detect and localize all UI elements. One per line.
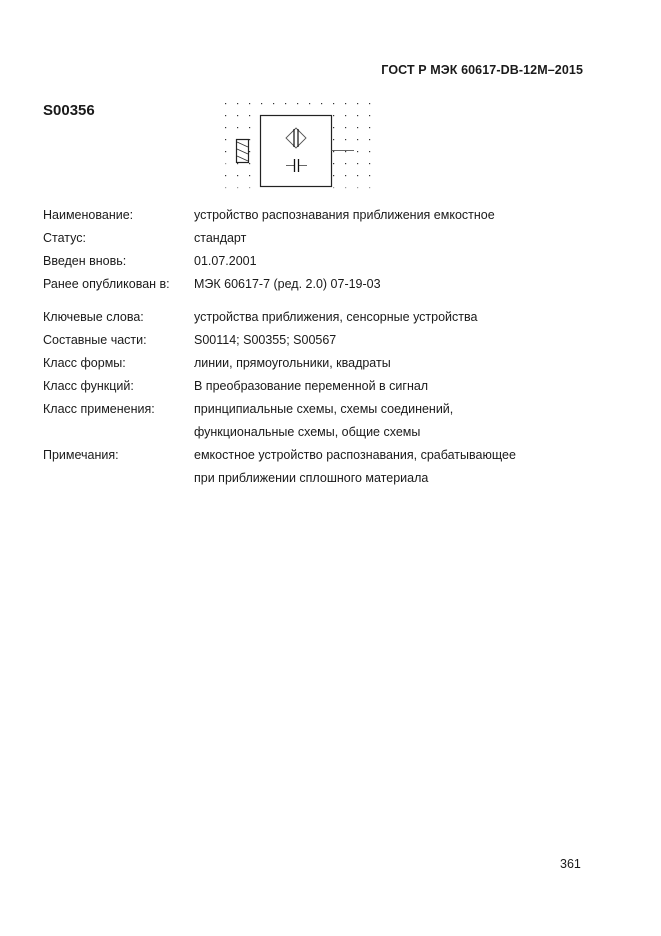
field-value: 01.07.2001 <box>194 254 257 268</box>
field-row-application-class <box>43 398 603 421</box>
field-row-notes-cont <box>43 467 603 490</box>
field-value: линии, прямоугольники, квадраты <box>194 356 391 370</box>
field-value: принципиальные схемы, схемы соединений, <box>194 402 454 416</box>
field-row-previously-published <box>43 273 603 296</box>
field-label: Класс формы: <box>43 356 126 370</box>
main-box <box>261 116 332 187</box>
field-value: емкостное устройство распознавания, срабатывающее <box>194 448 516 462</box>
field-label: Класс функций: <box>43 379 134 393</box>
field-row-components <box>43 329 603 352</box>
field-value: при приближении сплошного материала <box>194 471 429 485</box>
field-row-notes <box>43 444 603 467</box>
symbol-properties <box>43 204 603 490</box>
field-label: Примечания: <box>43 448 119 462</box>
field-row-keywords <box>43 306 603 329</box>
field-label: Составные части: <box>43 333 147 347</box>
symbol-id: S00356 <box>43 102 95 119</box>
field-value: стандарт <box>194 231 247 245</box>
field-row-status <box>43 227 603 250</box>
field-row-shape-class <box>43 352 603 375</box>
field-value: функциональные схемы, общие схемы <box>194 425 421 439</box>
field-label: Ключевые слова: <box>43 310 144 324</box>
field-row-function-class <box>43 375 603 398</box>
field-label: Введен вновь: <box>43 254 127 268</box>
field-value: В преобразование переменной в сигнал <box>194 379 429 393</box>
field-value: S00114; S00355; S00567 <box>194 333 337 347</box>
field-label: Класс применения: <box>43 402 155 416</box>
field-label <box>43 421 194 444</box>
field-label: Статус: <box>43 231 86 245</box>
field-label: Наименование: <box>43 208 134 222</box>
field-row-name <box>43 204 603 227</box>
standard-code: ГОСТ Р МЭК 60617-DB-12M–2015 <box>381 63 583 77</box>
section-gap <box>43 296 603 306</box>
field-label <box>43 467 194 490</box>
field-row-introduced <box>43 250 603 273</box>
field-label: Ранее опубликован в: <box>43 277 170 291</box>
field-value: МЭК 60617-7 (ред. 2.0) 07-19-03 <box>194 277 381 291</box>
page-number: 361 <box>560 857 581 871</box>
field-row-application-class-cont <box>43 421 603 444</box>
hatched-actuator-icon <box>237 140 249 163</box>
field-value: устройства приближения, сенсорные устройства <box>194 310 478 324</box>
symbol-diagram <box>215 95 375 195</box>
field-value: устройство распознавания приближения емкостное <box>194 208 495 222</box>
